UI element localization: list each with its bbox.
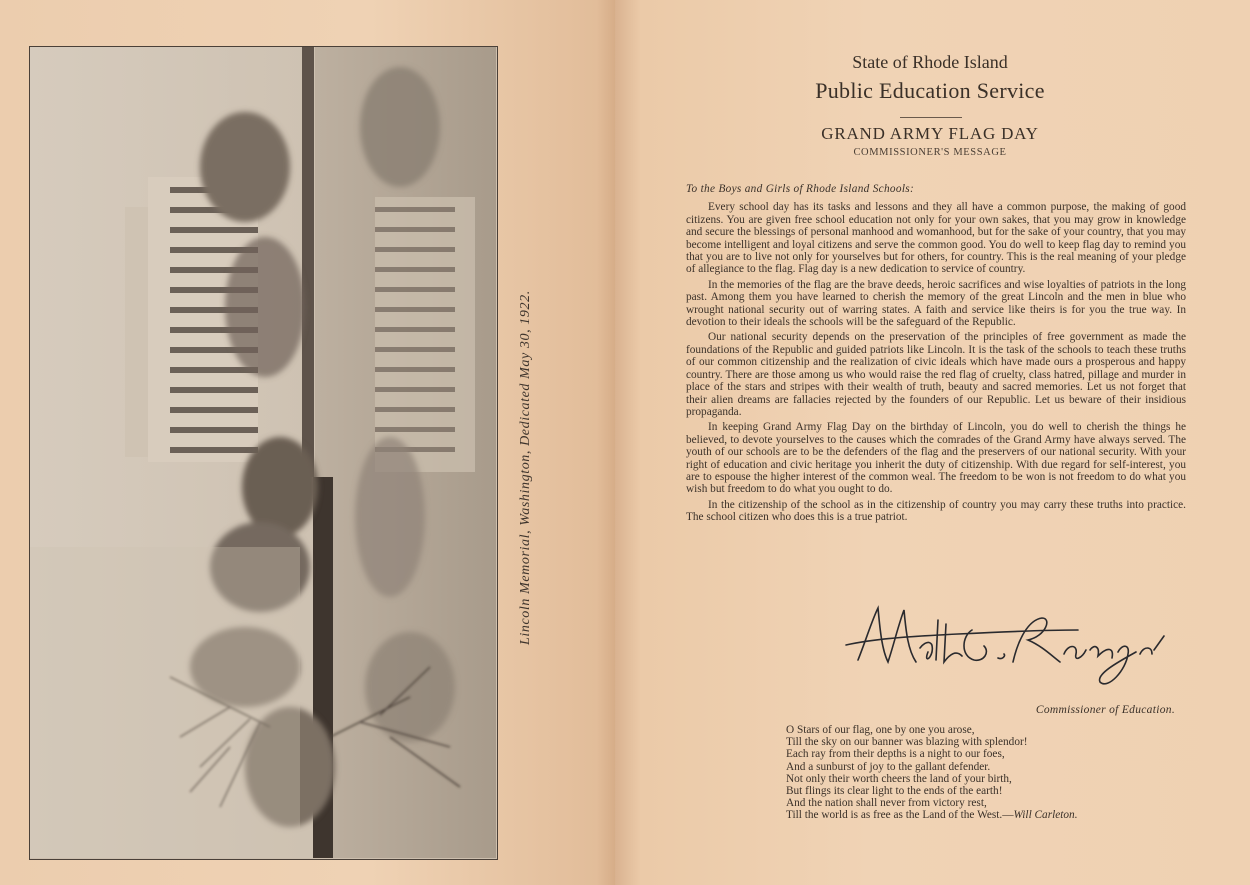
- paragraph: In keeping Grand Army Flag Day on the birthday of Lincoln, you do well to cherish the things he believed, to devote yourselves to the causes which the comrades of the Grand Army have always served. The youth of our schools are to be the defenders of the flag and the preservers of our national security. With your right of education and civic heritage you inherit the duty of citizenship. With due regard for self-interest, you are to espouse the higher interest of the common weal. The freedom to be won is not freedom to do what you wish but freedom to do what you ought to do.: [686, 421, 1186, 496]
- poem-line: Not only their worth cheers the land of your birth,: [786, 772, 1012, 785]
- poem-line: And the nation shall never from victory rest,: [786, 797, 987, 810]
- poem-last-line: [786, 809, 1166, 821]
- message-body: [686, 183, 1186, 527]
- poem-line: But flings its clear light to the ends of the earth!: [786, 785, 1003, 798]
- poem-line: And a sunburst of joy to the gallant defender.: [786, 760, 991, 773]
- paragraph: In the citizenship of the school as in the citizenship of country you may carry these truths into practice. The school citizen who does this is a true patriot.: [686, 498, 1186, 524]
- poem-author: Will Carleton.: [1013, 809, 1078, 822]
- poem-line: Till the sky on our banner was blazing with splendor!: [786, 736, 1028, 749]
- paragraph: In the memories of the flag are the brave deeds, heroic sacrifices and wise loyalties of patriots in the long past. Among them you have learned to cherish the memory of the great Lincoln and the men in blue who wrought national security out of warring states. A faith and service like theirs is for you the true way. In devotion to their ideals the schools will be the safeguard of the Republic.: [686, 278, 1186, 329]
- lincoln-memorial-photo: [29, 46, 498, 860]
- paragraph: Every school day has its tasks and lessons and they all have a common purpose, the making of good citizens. You are given free school education not only for your own sakes, that you may grow in knowledge and secure the blessings of personal manhood and womanhood, but for the sake of your country, that you may become intelligent and loyal citizens and serve the common good. You do well to keep flag day to remind you that you are to live not only for yourselves but for others, for country. This is the real meaning of your pledge of allegiance to the flag. Flag day is a new dedication to service of country.: [686, 201, 1186, 276]
- poem-line-text: Till the world is as free as the Land of the West.—: [786, 809, 1014, 822]
- service-heading: Public Education Service: [815, 78, 1045, 103]
- paragraph: Our national security depends on the preservation of the principles of free government as made the foundations of the Republic and guided patriots like Lincoln. It is the task of the schools to teach these truths of our common citizenship and the realization of civic ideals which have made ours a prosperous and happy country. There are those among us who would raise the red flag of cruelty, class hatred, pillage and murder in place of the stars and stripes with their wealth of truth, beauty and sacred memories. Let us not forget that their alien dreams are fallacies rejected by the founders of our Republic. Let us beware of their insidious propaganda.: [686, 331, 1186, 418]
- memorial-reflection: [375, 197, 475, 472]
- divider: [900, 117, 962, 118]
- photo-illustration: [30, 47, 496, 858]
- page-subtitle: COMMISSIONER'S MESSAGE: [853, 147, 1007, 158]
- poem-line: O Stars of our flag, one by one you arose,: [786, 724, 975, 736]
- signature: [838, 600, 1168, 700]
- signature-title: Commissioner of Education.: [1035, 704, 1175, 716]
- poem-line: Each ray from their depths is a night to our foes,: [786, 748, 1005, 761]
- poem: [786, 724, 1166, 822]
- state-heading: State of Rhode Island: [852, 52, 1008, 72]
- photo-caption: Lincoln Memorial, Washington, Dedicated May 30, 1922.: [518, 290, 533, 645]
- page-title: GRAND ARMY FLAG DAY: [821, 124, 1039, 143]
- salutation: To the Boys and Girls of Rhode Island Schools:: [686, 183, 915, 195]
